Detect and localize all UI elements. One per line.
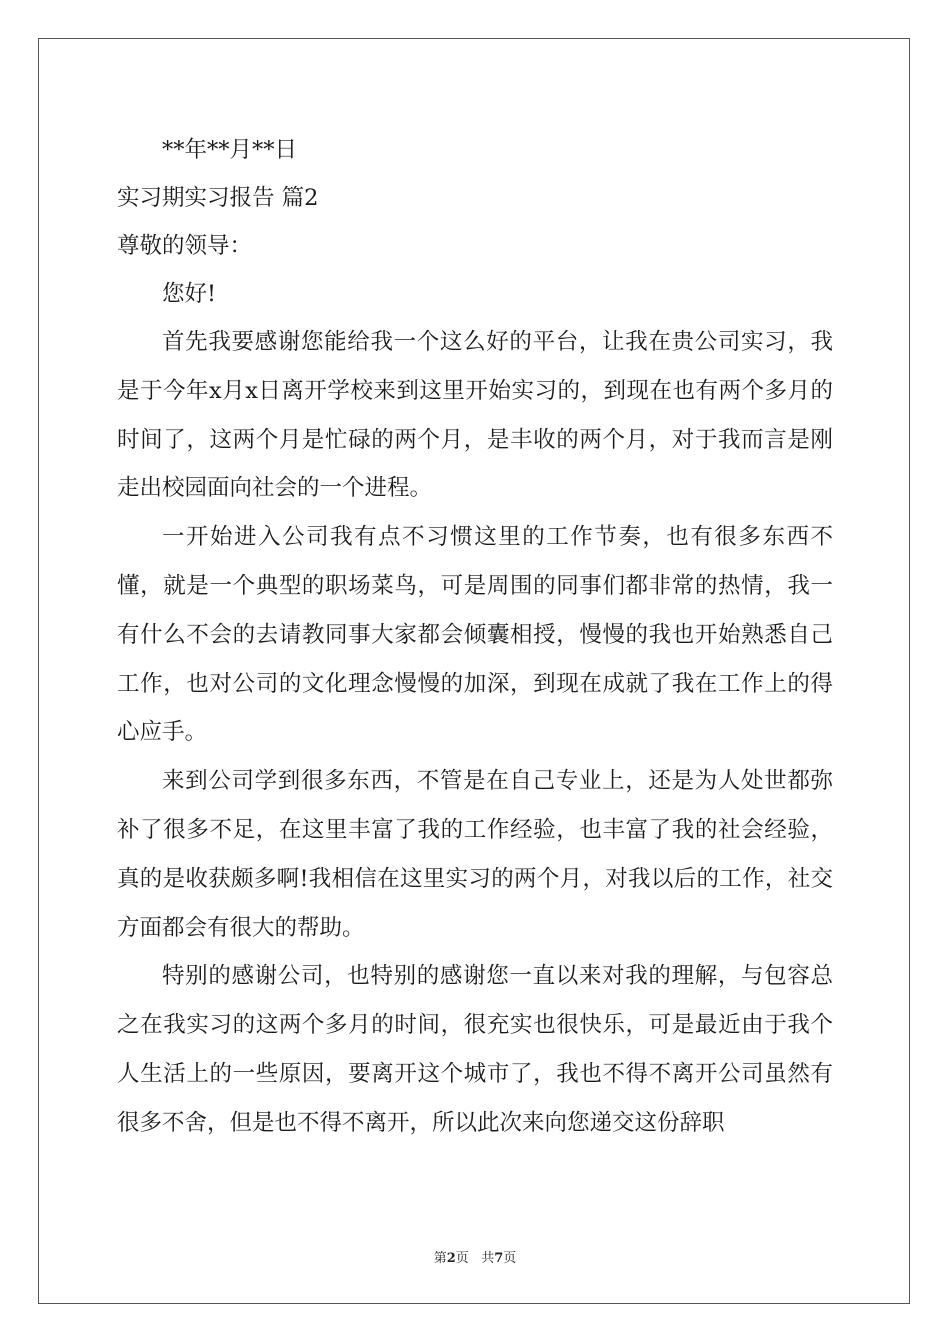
page-footer bbox=[0, 1247, 950, 1266]
paragraph: 来到公司学到很多东西，不管是在自己专业上，还是为人处世都弥补了很多不足，在这里丰富了我的工作经验，也丰富了我的社会经验，真的是收获颇多啊!我相信在这里实习的两个月，对我以后的工作，社交方面都会有很大的帮助。 bbox=[117, 768, 833, 941]
greeting: 您好! bbox=[162, 281, 217, 307]
paragraph: 首先我要感谢您能给我一个这么好的平台，让我在贵公司实习，我是于今年x月x日离开学校来到这里开始实习的，到现在也有两个多月的时间了，这两个月是忙碌的两个月，是丰收的两个月，对于我而言是刚走出校园面向社会的一个进程。 bbox=[117, 329, 833, 502]
date-line: **年**月**日 bbox=[162, 137, 298, 163]
paragraph: 一开始进入公司我有点不习惯这里的工作节奏，也有很多东西不懂，就是一个典型的职场菜鸟，可是周围的同事们都非常的热情，我一有什么不会的去请教同事大家都会倾囊相授，慢慢的我也开始熟悉自己工作，也对公司的文化理念慢慢的加深，到现在成就了我在工作上的得心应手。 bbox=[117, 524, 833, 746]
page-suffix: 页 bbox=[455, 1251, 469, 1266]
document-body bbox=[117, 126, 833, 1148]
page-prefix: 第 bbox=[433, 1251, 447, 1266]
total-prefix: 共 bbox=[481, 1251, 495, 1266]
section-title: 实习期实习报告 篇2 bbox=[117, 185, 319, 211]
page-number: 2 bbox=[446, 1251, 456, 1266]
total-suffix: 页 bbox=[503, 1251, 517, 1266]
total-pages: 7 bbox=[494, 1251, 504, 1266]
salutation: 尊敬的领导： bbox=[117, 233, 253, 259]
paragraph: 特别的感谢公司，也特别的感谢您一直以来对我的理解，与包容总之在我实习的这两个多月的时间，很充实也很快乐，可是最近由于我个人生活上的一些原因，要离开这个城市了，我也不得不离开公司虽然有很多不舍，但是也不得不离开，所以此次来向您递交这份辞职 bbox=[117, 963, 833, 1136]
